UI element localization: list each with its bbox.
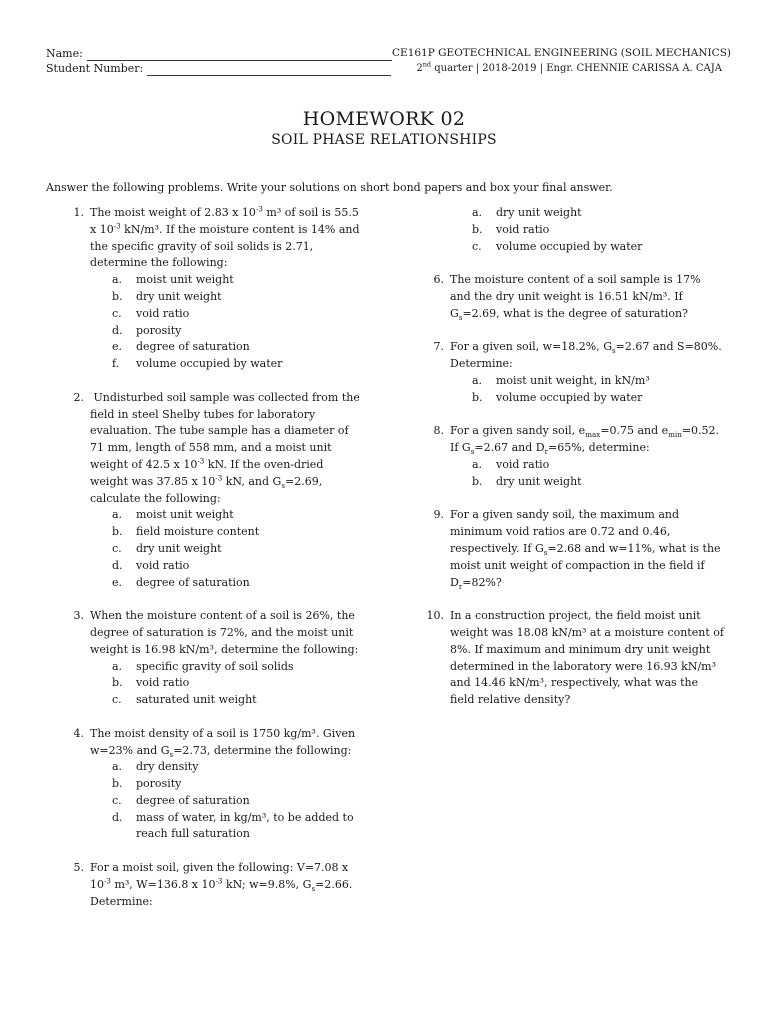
sub-question-letter: b. (472, 222, 483, 236)
problem-2 (64, 390, 364, 592)
sub-question-list (450, 373, 724, 407)
sub-question-text: degree of saturation (136, 575, 250, 589)
problem-10 (424, 608, 724, 709)
problem-number: 9. (433, 508, 444, 522)
sub-question-letter: d. (112, 558, 123, 572)
sub-question-letter: a. (112, 659, 123, 673)
quarter-instructor (392, 61, 722, 76)
sub-question-letter: c. (112, 541, 122, 555)
sub-question (90, 793, 364, 810)
course-info (392, 46, 731, 76)
quarter-details: quarter | 2018-2019 | Engr. CHENNIE CARISSA A. CAJA (431, 63, 722, 74)
problems-right-column (424, 205, 724, 726)
sub-question-letter: c. (112, 693, 122, 707)
problem-text: For a given sandy soil, the maximum and minimum void ratios are 0.72 and 0.46, respectively. If $G_s=2.68$ and w=11%, what is the moist unit weight of compaction in the field if $D_r=82\%$? (450, 508, 721, 591)
sub-question-letter: e. (112, 575, 123, 589)
sub-question (90, 759, 364, 776)
problem-text: The moisture content of a soil sample is 17% and the dry unit weight is 16.51 kN/m³. If $G_s=2.69$, what is the degree of saturation? (450, 273, 701, 322)
sub-question (90, 810, 364, 844)
sub-question-letter: c. (472, 239, 482, 253)
sub-question (90, 272, 364, 289)
sub-question-letter: c. (112, 793, 122, 807)
sub-question-letter: b. (112, 289, 123, 303)
sub-question (424, 239, 724, 256)
sub-question-text: dry unit weight (136, 289, 222, 303)
problem-5-continued (424, 205, 724, 255)
problem-text: In a construction project, the field moist unit weight was 18.08 kN/m³ at a moisture content of 8%. If maximum and minimum dry unit weight determined in the laboratory were 16.93 kN/m³ and 14.46 kN/m³, respectively, what was the field relative density? (450, 609, 724, 707)
problem-7 (424, 339, 724, 406)
sub-question (90, 558, 364, 575)
sub-question-text: dry unit weight (136, 541, 222, 555)
problem-4 (64, 726, 364, 844)
sub-question (90, 306, 364, 323)
sub-question (90, 659, 364, 676)
sub-question-text: moist unit weight (136, 273, 234, 287)
page-subtitle: SOIL PHASE RELATIONSHIPS (271, 132, 497, 148)
problem-number: 7. (433, 340, 444, 354)
sub-question-text: volume occupied by water (496, 239, 643, 253)
sub-question-text: void ratio (136, 558, 190, 572)
problem-number: 3. (73, 609, 84, 623)
sub-question-letter: a. (472, 373, 483, 387)
sub-question-text: mass of water, in kg/m³, to be added to reach full saturation (136, 810, 354, 841)
sub-question-letter: a. (472, 206, 483, 219)
sub-question (90, 541, 364, 558)
problem-text: The moist density of a soil is 1750 kg/m³. Given w=23% and $G_s=2.73$, determine the following: (90, 726, 356, 759)
name-label: Name: (46, 47, 83, 60)
sub-question-text: saturated unit weight (136, 693, 257, 707)
sub-question (90, 356, 364, 373)
sub-question (450, 373, 724, 390)
student-number-field[interactable] (147, 64, 391, 76)
problem-5 (64, 860, 364, 910)
sub-question-text: porosity (136, 777, 182, 791)
problem-number: 5. (73, 861, 84, 875)
sub-question-text: specific gravity of soil solids (136, 659, 294, 673)
sub-question-text: dry density (136, 760, 199, 774)
sub-question-text: void ratio (496, 222, 550, 236)
sub-question-letter: b. (112, 676, 123, 690)
problem-text: The moist weight of 2.83 x $10^{-3}$ m³ of soil is 55.5 x $10^{-3}$ kN/m³. If the moisture content is 14% and the specific gravity of soil solids is 2.71, determine the following: (90, 204, 360, 270)
sub-question-letter: a. (112, 760, 123, 774)
sub-question (450, 390, 724, 407)
student-number-row (46, 61, 392, 76)
sub-question-text: dry unit weight (496, 474, 582, 488)
sub-question-text: volume occupied by water (136, 357, 283, 371)
instructions: Answer the following problems. Write your solutions on short bond papers and box your final answer. (46, 181, 613, 194)
sub-question-letter: b. (472, 474, 483, 488)
page-title: HOMEWORK 02 (302, 108, 466, 130)
problem-number: 10. (426, 609, 444, 623)
sub-question-letter: c. (112, 306, 122, 320)
sub-question-letter: e. (112, 340, 123, 354)
sub-question-text: void ratio (496, 457, 550, 471)
sub-question-text: degree of saturation (136, 793, 250, 807)
sub-question (90, 675, 364, 692)
problem-number: 6. (433, 273, 444, 287)
sub-question (90, 507, 364, 524)
problem-1 (64, 205, 364, 373)
sub-question-text: field moisture content (136, 525, 260, 539)
sub-question-text: volume occupied by water (496, 390, 643, 404)
problem-9 (424, 507, 724, 591)
sub-question-text: moist unit weight (136, 508, 234, 522)
sub-question-letter: b. (112, 777, 123, 791)
problem-8 (424, 423, 724, 490)
sub-question-text: void ratio (136, 306, 190, 320)
sub-question-list (90, 759, 364, 843)
quarter-number: 2 (416, 63, 423, 74)
sub-question-letter: d. (112, 810, 123, 824)
name-row (46, 46, 392, 61)
sub-question (424, 205, 724, 222)
sub-question (90, 524, 364, 541)
sub-question-list (90, 659, 364, 709)
sub-question (90, 289, 364, 306)
problem-number: 1. (73, 206, 84, 219)
sub-question (450, 457, 724, 474)
sub-question-text: porosity (136, 323, 182, 337)
sub-question-letter: a. (472, 457, 483, 471)
sub-question (90, 575, 364, 592)
sub-question-letter: b. (112, 525, 123, 539)
problem-text: For a given soil, w=18.2%, $G_s=2.67$ and S=80%. Determine: (450, 340, 722, 371)
sub-question-letter: a. (112, 273, 123, 287)
problem-6 (424, 272, 724, 322)
sub-question-list (450, 457, 724, 491)
problem-3 (64, 608, 364, 709)
student-info (46, 46, 392, 76)
student-number-label: Student Number: (46, 62, 144, 75)
quarter-suffix: nd (422, 60, 432, 69)
sub-question (90, 776, 364, 793)
name-field[interactable] (87, 49, 392, 61)
sub-question (90, 692, 364, 709)
sub-question-letter: b. (472, 390, 483, 404)
sub-question-text: void ratio (136, 676, 190, 690)
problem-text: When the moisture content of a soil is 26%, the degree of saturation is 72%, and the moist unit weight is 16.98 kN/m³, determine the following: (90, 609, 359, 656)
problem-number: 2. (73, 390, 84, 404)
sub-question (90, 323, 364, 340)
sub-question-list (90, 507, 364, 591)
sub-question-letter: f. (112, 357, 120, 371)
problem-text: For a moist soil, given the following: V=7.08 x $10^{-3}$ m³, W=136.8 x $10^{-3}$ kN; w=9.8%, $G_s=2.66$. Determine: (90, 861, 353, 908)
sub-question (424, 222, 724, 239)
sub-question-text: moist unit weight, in kN/m³ (496, 373, 650, 387)
course-title: CE161P GEOTECHNICAL ENGINEERING (SOIL MECHANICS) (392, 47, 731, 59)
problems-left-column (64, 205, 364, 927)
sub-question (90, 339, 364, 356)
sub-question (450, 474, 724, 491)
sub-question-text: dry unit weight (496, 206, 582, 219)
sub-question-list (90, 272, 364, 373)
problem-text: For a given sandy soil, $e_{max}=0.75$ and $e_{min}=0.52$. If $G_s=2.67$ and $D_r=65\%$, determine: (450, 424, 720, 457)
sub-question-letter: d. (112, 323, 123, 337)
sub-question-letter: a. (112, 508, 123, 522)
problem-text: Undisturbed soil sample was collected from the field in steel Shelby tubes for laboratory evaluation. The tube sample has a diameter of 71 mm, length of 558 mm, and a moist unit weight of 42.5 x $10^{-3}$ kN. If the oven-dried weight was 37.85 x $10^{-3}$ kN, and $G_s=2.69$, calculate the following: (90, 390, 360, 505)
problem-number: 4. (73, 726, 84, 740)
sub-question-text: degree of saturation (136, 340, 250, 354)
problem-number: 8. (433, 424, 444, 438)
